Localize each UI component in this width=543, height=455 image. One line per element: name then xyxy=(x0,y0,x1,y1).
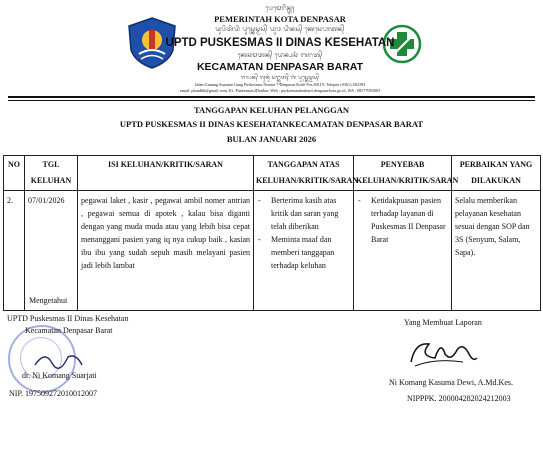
office-contact: email: pkmdbb@gmail.com, IG: Puskesmas2Denbar, Web : puskesmasdenbarii.denpasarkota.go.id, WA : 08577003003 xyxy=(179,88,381,93)
handwritten-signature-icon xyxy=(405,332,480,370)
right-signer-nip: NIPPPK. 200004282024212003 xyxy=(407,394,511,403)
government-name: PEMERINTAH KOTA DENPASAR xyxy=(214,14,346,24)
left-signature-heading: Mengetahui xyxy=(29,296,68,305)
document-period: BULAN JANUARI 2026 xyxy=(226,134,317,144)
header-no xyxy=(4,156,25,191)
cell-complaint: pegawai laket , kasir , pegawai ambil nomer antrian , pegawai semua di apotek , kalau bisa diganti dengan yang muda muda atau yang lebih bisa cepat menanggani pasien yang iq nya cukup baik , kasian ibu ibu yang sudah sepuh masih melayani pasien jadi lebih lambat xyxy=(78,191,254,311)
letterhead-rule-thin xyxy=(8,100,535,101)
header-response-label-2: KELUHAN/KRITIK/SARAN xyxy=(256,176,359,185)
header-cause-label-2: KELUHAN/KRITIK/SARAN xyxy=(356,176,459,185)
cell-response xyxy=(254,191,354,311)
header-cause-label-1: PENYEBAB xyxy=(380,160,425,169)
office-address: Jalan Gunung Soputan Gang Puskesmas Nomor 7 Denpasar Kode Pos 80119, Telepon (0361) 482393 xyxy=(194,82,366,87)
left-signature xyxy=(30,345,90,373)
response-item: - Berterima kasih atas kritik dan saran yang telah diberikan xyxy=(257,194,350,233)
table-header-row xyxy=(4,156,541,191)
handwritten-signature-icon xyxy=(30,345,90,373)
header-date-label-2: KELUHAN xyxy=(30,176,72,185)
cell-action: Selalu memberikan pelayanan kesehatan sesuai dengan SOP dan 3S (Senyum, Salam, Sapa). xyxy=(452,191,541,311)
table-row xyxy=(4,191,541,311)
header-date xyxy=(25,156,78,191)
document-subtitle: UPTD PUSKESMAS II DINAS KESEHATANKECAMATAN DENPASAR BARAT xyxy=(119,119,424,129)
right-signer-name: Ni Komang Kasuma Dewi, A.Md.Kes. xyxy=(389,378,513,387)
balinese-script-line-4: ᬚᬮᬦ᭄ ᬕᬸᬦᬸᬂ ᬲᬗ᭄ᬓᬸᬢ᭄ ᬕᬂ ᬧᬸᬲ᭄ᬓᬾᬲ᭄ᬫᬲ᭄ xyxy=(240,75,320,81)
header-response-label-1: TANGGAPAN ATAS xyxy=(267,160,340,169)
response-item: - Meminta maaf dan memberi tanggapan terhadap keluhan xyxy=(257,233,350,272)
document-title: TANGGAPAN KELUHAN PELANGGAN xyxy=(193,105,350,115)
header-no-label: NO xyxy=(8,160,20,169)
header-cause xyxy=(354,156,459,191)
header-action-label-2: DILAKUKAN xyxy=(471,176,521,185)
header-content-label: ISI KELUHAN/KRITIK/SARAN xyxy=(108,160,223,169)
balinese-script-line-3: ᬓᬾᬘᬫᬢᬦ᭄ ᬤᬾᬦ᭄ᬧᬲᬃ ᬩᬭᬢ᭄ xyxy=(237,52,323,59)
header-date-label-1: TGL xyxy=(42,160,60,169)
cell-no: 2. xyxy=(4,191,25,311)
right-signature xyxy=(405,332,480,370)
balinese-script-line-2: ᬬᬸᬧᬶᬢᬶᬤᬶ ᬧᬸᬲ᭄ᬓᬾᬲ᭄ᬫᬲ᭄ ᬤᬸᬯ ᬤᬶᬦᬲ᭄ ᬓᬾᬲᬾᬳᬢᬦ᭄ xyxy=(215,26,345,33)
unit-name: UPTD PUSKESMAS II DINAS KESEHATAN xyxy=(165,37,395,49)
letterhead-rule-thick xyxy=(8,96,535,98)
left-signer-role-1: UPTD Puskesmas II Dinas Kesehatan xyxy=(7,314,129,323)
cause-item: - Ketidakpuasan pasien terhadap layanan di Puskesmas II Denpasar Barat xyxy=(357,194,448,246)
district-name: KECAMATAN DENPASAR BARAT xyxy=(196,61,364,73)
header-action xyxy=(452,156,541,191)
balinese-script-line-1: ᬧᬾᬫᬾᬭᬶᬦ᭄ᬢᬄ xyxy=(265,5,295,12)
header-response xyxy=(254,156,359,191)
right-signature-heading: Yang Membuat Laporan xyxy=(404,318,482,327)
left-signer-nip: NIP. 197509272010012007 xyxy=(9,389,98,398)
header-content xyxy=(78,156,254,191)
cell-cause xyxy=(354,191,452,311)
left-signer-name: dr. Ni Komang Suarjati xyxy=(22,371,97,380)
header-action-label-1: PERBAIKAN YANG xyxy=(459,160,533,169)
complaint-table xyxy=(3,155,541,311)
left-signer-role-2: Kecamatan Denpasar Barat xyxy=(25,326,113,335)
cell-date: 07/01/2026 xyxy=(25,191,78,311)
